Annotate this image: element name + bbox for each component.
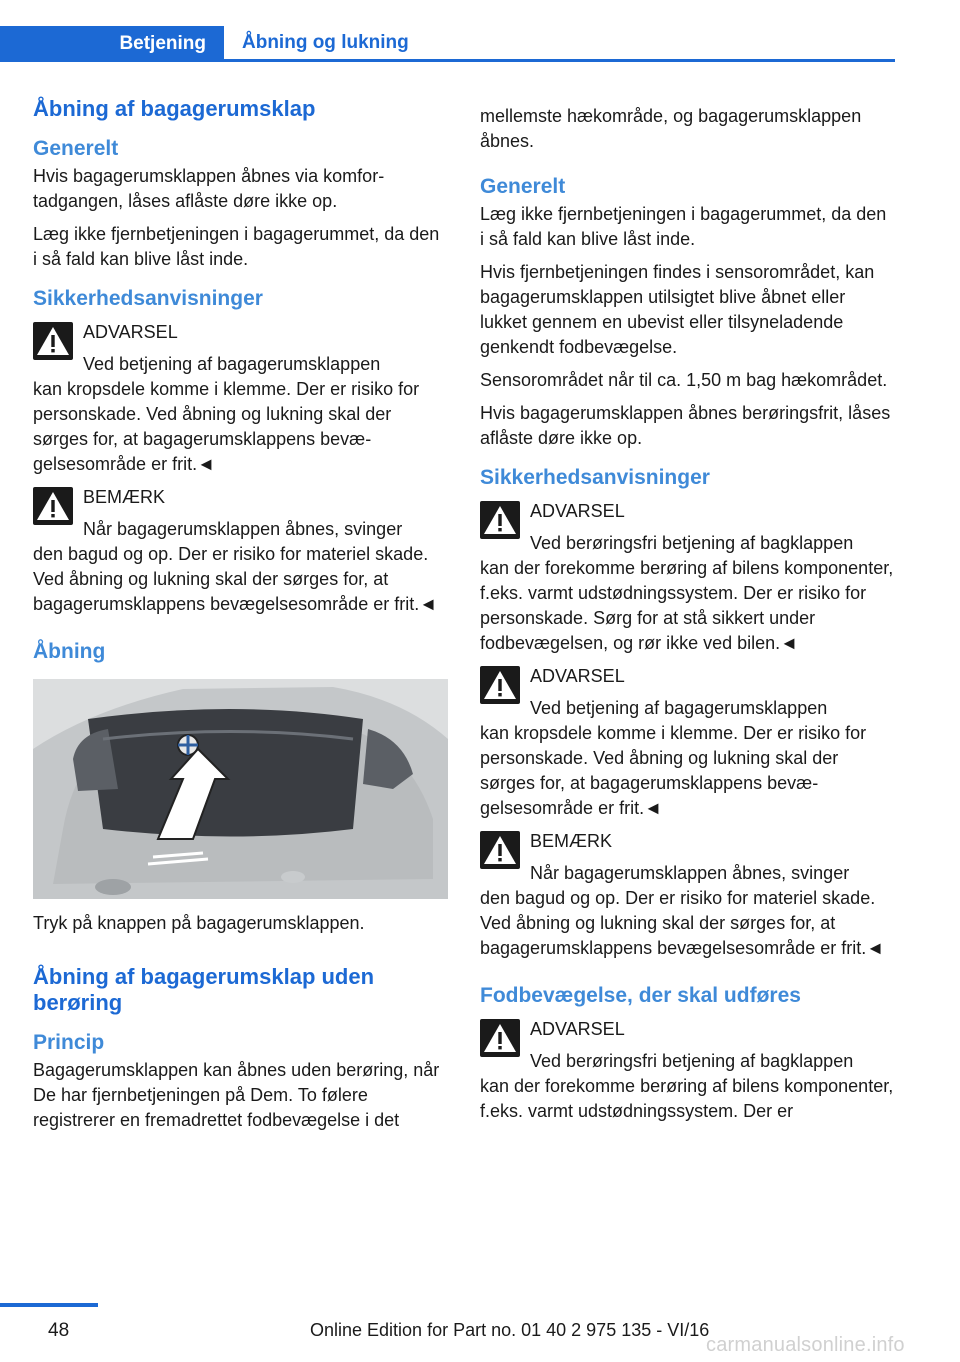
- heading-fodbevaegelse: Fodbevægelse, der skal udføres: [480, 984, 801, 1007]
- paragraph: Hvis bagagerumsklappen åbnes berøringsfrit, låses aflåste døre ikke op.: [480, 403, 891, 448]
- heading-sikkerhed: Sikkerhedsanvisninger: [480, 466, 710, 489]
- heading-princip: Princip: [33, 1031, 105, 1054]
- warning-triangle-icon: [33, 322, 73, 360]
- notice-first-line: Når bagagerumsklappen åbnes, svinger: [83, 519, 403, 539]
- warning-triangle-icon: [480, 831, 520, 869]
- warning-triangle-icon: [33, 487, 73, 525]
- paragraph: Bagagerumsklappen kan åbnes uden berøring, når De har fjernbetjeningen på Dem. To følere registrerer en fremadrettet fodbevægelse i det: [33, 1060, 440, 1130]
- heading-generelt: Generelt: [33, 137, 119, 160]
- notice-block: [33, 485, 448, 617]
- notice-first-line: Når bagagerumsklappen åbnes, svinger: [530, 863, 850, 883]
- warning-body: kan kropsdele komme i klemme. Der er risiko for personskade. Ved åbning og lukning skal der sørges for, at bagagerumsklappens bevægelsesområde er frit.◄: [33, 379, 420, 474]
- notice-title: BEMÆRK: [530, 831, 613, 851]
- paragraph-continued: mellemste hækområde, og bagagerumsklappen åbnes.: [480, 106, 862, 151]
- paragraph: Hvis bagagerumsklappen åbnes via komfortadgangen, låses aflåste døre ikke op.: [33, 166, 385, 211]
- warning-block: [480, 499, 895, 656]
- warning-title: ADVARSEL: [530, 1019, 625, 1039]
- warning-triangle-icon: [480, 1019, 520, 1057]
- heading-sikkerhed: Sikkerhedsanvisninger: [33, 287, 263, 310]
- tab-aabning-og-lukning[interactable]: Åbning og lukning: [242, 31, 409, 53]
- header-rule: [0, 59, 895, 62]
- footer-edition: Online Edition for Part no. 01 40 2 975 135 - VI/16: [310, 1320, 710, 1340]
- warning-first-line: Ved betjening af bagagerumsklappen: [83, 354, 381, 374]
- section-title-aabning: Åbning af bagagerumsklap: [33, 96, 316, 121]
- warning-block: [480, 664, 895, 821]
- page-header: [0, 26, 895, 62]
- section-title-uden-beroering: Åbning af bagagerumsklap uden berøring: [33, 964, 375, 1015]
- heading-aabning: Åbning: [33, 640, 106, 663]
- warning-body: kan der forekomme berøring af bilens komponenter, f.eks. varmt udstødningssystem. Der er risiko for personskade. Sørg for at stå sikkert under fodbevægelsen, og rør ikke ved bilen.◄: [480, 558, 894, 653]
- paragraph: Læg ikke fjernbetjeningen i bagagerummet, da den i så fald kan blive låst inde.: [480, 204, 887, 249]
- notice-body: den bagud og op. Der er risiko for materiel skade. Ved åbning og lukning skal der sørges for, at bagagerumsklappens bevægelsesområde er frit.◄: [480, 888, 885, 958]
- figure-caption: Tryk på knappen på bagagerumsklappen.: [33, 913, 365, 933]
- right-column: [480, 104, 895, 1132]
- warning-block: [33, 320, 448, 477]
- tab-betjening[interactable]: Betjening: [0, 26, 224, 62]
- paragraph: Hvis fjernbetjeningen findes i sensorområdet, kan bagagerumsklappen utilsigtet blive åbnet eller lukket gennem en ubevist eller tilsyneladende genkendt fodbevægelse.: [480, 262, 875, 357]
- paragraph: Sensorområdet når til ca. 1,50 m bag hækområdet.: [480, 370, 888, 390]
- warning-title: ADVARSEL: [530, 501, 625, 521]
- warning-triangle-icon: [480, 501, 520, 539]
- watermark: carmanualsonline.info: [706, 1334, 905, 1356]
- warning-body: kan kropsdele komme i klemme. Der er risiko for personskade. Ved åbning og lukning skal der sørges for, at bagagerumsklappens bevægelsesområde er frit.◄: [480, 723, 867, 818]
- footer-rule: [0, 1303, 98, 1307]
- heading-generelt: Generelt: [480, 175, 566, 198]
- warning-first-line: Ved berøringsfri betjening af bagklappen: [530, 533, 854, 553]
- warning-triangle-icon: [480, 666, 520, 704]
- left-column: [33, 96, 448, 1133]
- warning-block: [480, 1017, 895, 1124]
- notice-body: den bagud og op. Der er risiko for materiel skade. Ved åbning og lukning skal der sørges for, at bagagerumsklappens bevægelsesområde er frit.◄: [33, 544, 438, 614]
- notice-title: BEMÆRK: [83, 487, 166, 507]
- notice-block: [480, 829, 895, 961]
- warning-body: kan der forekomme berøring af bilens komponenter, f.eks. varmt udstødningssystem. Der er: [480, 1076, 894, 1121]
- car-trunk-illustration: [33, 679, 448, 899]
- page-number: 48: [48, 1320, 70, 1341]
- warning-title: ADVARSEL: [83, 322, 178, 342]
- warning-first-line: Ved berøringsfri betjening af bagklappen: [530, 1051, 854, 1071]
- warning-title: ADVARSEL: [530, 666, 625, 686]
- warning-first-line: Ved betjening af bagagerumsklappen: [530, 698, 828, 718]
- paragraph: Læg ikke fjernbetjeningen i bagagerummet, da den i så fald kan blive låst inde.: [33, 224, 440, 269]
